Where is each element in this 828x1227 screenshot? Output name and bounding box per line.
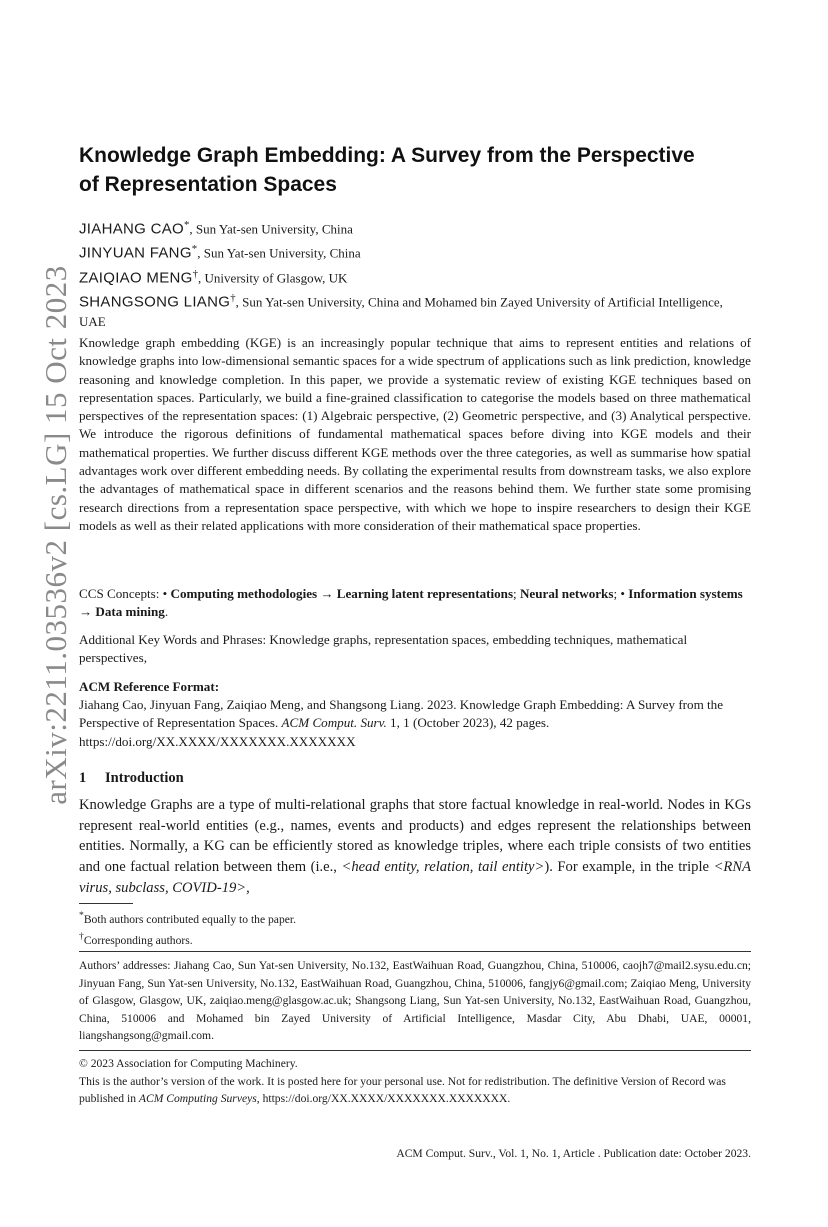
copyright-line: © 2023 Association for Computing Machinery. [79, 1057, 298, 1070]
arxiv-id: arXiv:2211.03536v2 [cs.LG] 15 Oct 2023 [38, 265, 73, 805]
addresses-divider [79, 951, 751, 952]
intro-text: ). For example, in the triple [544, 859, 714, 876]
reference-format [79, 696, 751, 751]
author-list [79, 215, 751, 332]
author-affiliation: , Sun Yat-sen University, China and Mohamed bin Zayed University of Artificial Intelligence, UAE [79, 294, 723, 330]
author-affiliation: , Sun Yat-sen University, China [189, 221, 353, 237]
author-name: SHANGSONG LIANG [79, 293, 231, 311]
author-entry [79, 239, 751, 263]
footnote-text: Both authors contributed equally to the paper. [83, 912, 297, 926]
intro-triple-example: <RNA virus, subclass, COVID-19> [79, 859, 751, 896]
ccs-separator: ; [513, 586, 520, 601]
reference-text-tail: 1, 1 (October 2023), 42 pages. https://doi.org/XX.XXXX/XXXXXXX.XXXXXXX [79, 715, 550, 749]
author-entry [79, 215, 751, 239]
ccs-concept-1: Computing methodologies → Learning latent representations [170, 586, 514, 601]
keywords: Additional Key Words and Phrases: Knowledge graphs, representation spaces, embedding techniques, mathematical perspectives, [79, 632, 688, 666]
reference-text: Jiahang Cao, Jinyuan Fang, Zaiqiao Meng, and Shangsong Liang. 2023. Knowledge Graph Embedding: A Survey from the Perspective of Representation Spaces. [79, 697, 724, 731]
publication-note-tail: , https://doi.org/XX.XXXX/XXXXXXX.XXXXXXX. [256, 1092, 511, 1105]
publication-journal: ACM Computing Surveys [138, 1092, 257, 1105]
footnote [79, 928, 751, 949]
intro-text: Knowledge Graphs are a type of multi-relational graphs that store factual knowledge in real-world. Nodes in KGs represent real-world entities (e.g., names, events and products) and edges represent the relationships between entities. Normally, a KG can be efficiently stored as knowledge triples, where each triple consists of two entities and one factual relation between them (i.e., [79, 797, 751, 876]
copyright-divider [79, 1050, 751, 1051]
author-addresses: Authors’ addresses: Jiahang Cao, Sun Yat-sen University, No.132, EastWaihuan Road, Guangzhou, China, 510006, caojh7@mail2.sysu.edu.cn; Jinyuan Fang, Sun Yat-sen University, No.132, EastWaihuan Road, Guangzhou, China, 510006, fangjy6@gmail.com; Zaiqiao Meng, University of Glasgow, Glasgow, UK, zaiqiao.meng@glasgow.ac.uk; Shangsong Liang, Sun Yat-sen University, No.132, EastWaihuan Road, Guangzhou, China, 510006 and Mohamed bin Zayed University of Artificial Intelligence, Masdar City, Abu Dhabi, UAE, 00001, liangshangsong@gmail.com. [79, 959, 751, 1042]
section-title: Introduction [105, 770, 184, 786]
footnotes [79, 907, 751, 949]
ccs-concept-3: Information systems → Data mining [79, 586, 743, 620]
reference-journal: ACM Comput. Surv. [281, 715, 387, 731]
ccs-label: CCS Concepts: • [79, 586, 171, 601]
author-mark: † [192, 267, 199, 280]
copyright-block [79, 1055, 751, 1108]
section-heading [79, 768, 751, 788]
footnote [79, 907, 751, 928]
publication-note [79, 1073, 751, 1108]
intro-triple-form: <head entity, relation, tail entity> [341, 859, 545, 876]
author-mark: * [191, 243, 198, 256]
author-entry [79, 264, 751, 288]
title-line-2: of Representation Spaces [79, 173, 337, 196]
author-affiliation: , University of Glasgow, UK [198, 269, 348, 285]
author-mark: * [183, 219, 190, 231]
introduction-paragraph [79, 795, 751, 899]
footnote-mark: † [79, 930, 84, 942]
footnote-mark: * [79, 910, 84, 921]
page-footer: ACM Comput. Surv., Vol. 1, No. 1, Article . Publication date: October 2023. [396, 1147, 751, 1160]
section-number: 1 [79, 770, 87, 786]
ccs-concepts [79, 585, 751, 622]
author-mark: † [230, 291, 236, 304]
title-line-1: Knowledge Graph Embedding: A Survey from the Perspective [79, 144, 695, 167]
publication-note-text: This is the author’s version of the work. It is posted here for your personal use. Not for redistribution. The definitive Version of Record was published in [79, 1074, 726, 1105]
ccs-separator: ; • [613, 586, 629, 601]
paper-title [79, 141, 751, 199]
footnote-divider [79, 903, 133, 904]
reference-format-heading: ACM Reference Format: [79, 679, 220, 694]
footnote-text: Corresponding authors. [83, 933, 193, 947]
author-name: ZAIQIAO MENG [79, 268, 193, 286]
author-affiliation: , Sun Yat-sen University, China [197, 245, 361, 261]
ccs-end: . [164, 604, 169, 620]
author-name: JINYUAN FANG [79, 244, 192, 262]
abstract: Knowledge graph embedding (KGE) is an increasingly popular technique that aims to represent entities and relations of knowledge graphs into low-dimensional semantic spaces for a wide spectrum of applications such as link prediction, knowledge reasoning and knowledge completion. In this paper, we provide a systematic review of existing KGE techniques based on representation spaces. Particularly, we build a fine-grained classification to categorise the models based on three mathematical perspectives of the representation spaces: (1) Algebraic perspective, (2) Geometric perspective, and (3) Analytical perspective. We introduce the rigorous definitions of fundamental mathematical spaces before diving into KGE models and their mathematical properties. We further discuss different KGE methods over the three categories, as well as summarise how spatial advantages work over different embedding needs. By collating the experimental results from downstream tasks, we also explore the advantages of mathematical space in different scenarios and the reasons behind them. We further state some promising research directions from a representation space perspective, with which we hope to inspire researchers to design their KGE models as well as their related applications with more consideration of their mathematical space properties. [79, 335, 751, 533]
author-entry [79, 288, 751, 332]
intro-text: , [246, 879, 250, 896]
author-name: JIAHANG CAO [79, 220, 184, 238]
ccs-concept-2: Neural networks [519, 586, 614, 601]
